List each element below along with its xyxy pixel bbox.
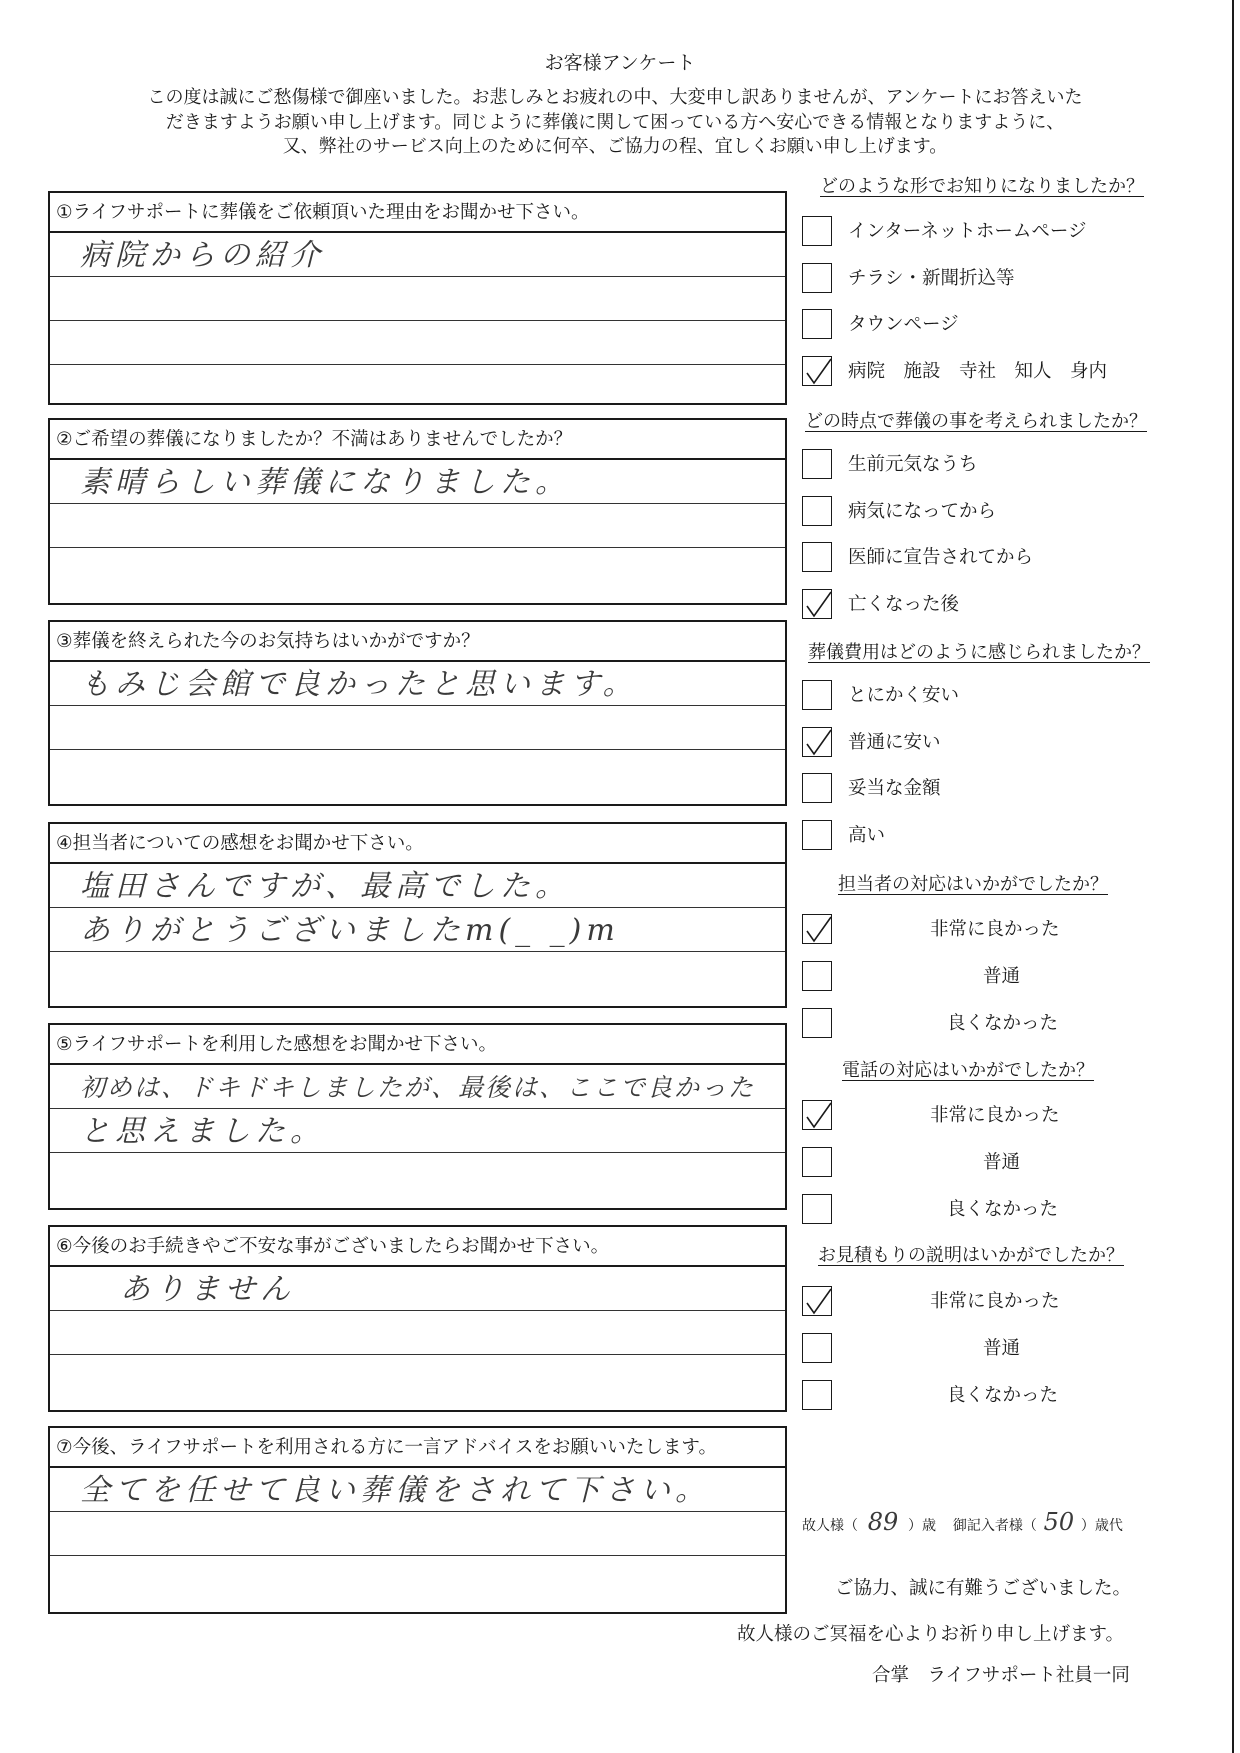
answer-line[interactable]: 初めは、ドキドキしましたが、最後は、ここで良かった xyxy=(50,1065,785,1109)
section-title: 電話の対応はいかがでしたか？ xyxy=(842,1060,1094,1081)
answer-line[interactable] xyxy=(50,1355,785,1399)
checkbox[interactable] xyxy=(802,773,832,803)
answer-line[interactable]: ありがとうございましたm(_ _)m xyxy=(50,908,785,952)
option-row[interactable] xyxy=(802,263,1162,295)
checked-checkbox[interactable] xyxy=(802,589,832,619)
answer-line[interactable] xyxy=(50,1556,785,1600)
option-row[interactable] xyxy=(802,1333,1162,1365)
answer-line[interactable] xyxy=(50,750,785,794)
option-row[interactable] xyxy=(802,1147,1162,1179)
option-label: 非常に良かった xyxy=(930,1105,1060,1126)
answer-line[interactable] xyxy=(50,1153,785,1197)
option-label: 病気になってから xyxy=(848,500,997,522)
answer-line[interactable] xyxy=(50,277,785,321)
option-row[interactable] xyxy=(802,1286,1162,1318)
intro-line: だきますようお願い申し上げます。同じように葬儀に関して困っている方へ安心できる情報となりますように、 xyxy=(165,111,1065,133)
age-row xyxy=(802,1508,1123,1536)
writer-age-label: 御記入者様（ xyxy=(952,1518,1037,1534)
checkbox[interactable] xyxy=(802,680,832,710)
question-6-label: ⑥今後のお手続きやご不安な事がございましたらお聞かせ下さい。 xyxy=(50,1227,785,1267)
option-label: 普通 xyxy=(983,1338,1021,1359)
checkbox[interactable] xyxy=(802,449,832,479)
option-label: インターネットホームページ xyxy=(848,221,1087,242)
survey-title: お客様アンケート xyxy=(544,52,696,74)
option-label: 良くなかった xyxy=(947,1199,1059,1220)
checkbox[interactable] xyxy=(802,263,832,293)
option-row[interactable] xyxy=(802,216,1162,248)
section-title: お見積もりの説明はいかがでしたか？ xyxy=(818,1245,1124,1266)
question-5-box xyxy=(48,1023,787,1210)
answer-line[interactable] xyxy=(50,952,785,996)
option-row[interactable] xyxy=(802,542,1162,574)
option-row[interactable] xyxy=(802,914,1162,946)
thanks-text: ご協力、誠に有難うございました。 xyxy=(835,1578,1132,1599)
checked-checkbox[interactable] xyxy=(802,1286,832,1316)
option-row[interactable] xyxy=(802,961,1162,993)
answer-line[interactable]: ありません xyxy=(50,1267,785,1311)
checkbox[interactable] xyxy=(802,1194,832,1224)
option-label: 生前元気なうち xyxy=(848,454,978,475)
question-1-label: ①ライフサポートに葬儀をご依頼頂いた理由をお聞かせ下さい。 xyxy=(50,193,785,233)
option-row[interactable] xyxy=(802,449,1162,481)
option-label: 良くなかった xyxy=(947,1013,1059,1034)
checkbox[interactable] xyxy=(802,820,832,850)
writer-age-value[interactable]: 50 xyxy=(1043,1508,1075,1536)
option-label: 病院 施設 寺社 知人 身内 xyxy=(848,360,1108,382)
section-title: どの時点で葬儀の事を考えられましたか？ xyxy=(805,411,1147,432)
checkbox[interactable] xyxy=(802,309,832,339)
option-label: 妥当な金額 xyxy=(848,778,941,799)
question-6-box xyxy=(48,1225,787,1412)
checked-checkbox[interactable] xyxy=(802,356,832,386)
question-7-label: ⑦今後、ライフサポートを利用される方に一言アドバイスをお願いいたします。 xyxy=(50,1428,785,1468)
deceased-age-unit: ）歳 xyxy=(908,1518,936,1534)
question-5-label: ⑤ライフサポートを利用した感想をお聞かせ下さい。 xyxy=(50,1025,785,1065)
option-row[interactable] xyxy=(802,1380,1162,1412)
answer-line[interactable] xyxy=(50,504,785,548)
option-row[interactable] xyxy=(802,309,1162,341)
answer-line[interactable] xyxy=(50,1512,785,1556)
option-label: とにかく安い xyxy=(848,685,960,706)
option-label: 医師に宣告されてから xyxy=(848,547,1034,568)
option-label: 亡くなった後 xyxy=(848,593,960,615)
answer-line[interactable] xyxy=(50,548,785,592)
option-label: 高い xyxy=(848,824,886,846)
checkbox[interactable] xyxy=(802,216,832,246)
option-row[interactable] xyxy=(802,496,1162,528)
option-row[interactable] xyxy=(802,680,1162,712)
option-row[interactable] xyxy=(802,820,1162,852)
option-label: 非常に良かった xyxy=(930,1291,1060,1312)
option-row[interactable] xyxy=(802,589,1162,621)
checkbox[interactable] xyxy=(802,1008,832,1038)
question-3-label: ③葬儀を終えられた今のお気持ちはいかがですか？ xyxy=(50,622,785,662)
checkbox[interactable] xyxy=(802,1333,832,1363)
answer-line[interactable] xyxy=(50,1311,785,1355)
question-7-box xyxy=(48,1426,787,1614)
intro-text xyxy=(40,86,1190,160)
option-row[interactable] xyxy=(802,1194,1162,1226)
answer-line[interactable]: もみじ会館で良かったと思います。 xyxy=(50,662,785,706)
checkbox[interactable] xyxy=(802,1380,832,1410)
deceased-age-value[interactable]: 89 xyxy=(867,1508,899,1536)
option-label: 普通 xyxy=(983,1152,1021,1173)
question-3-box xyxy=(48,620,787,806)
section-title: どのような形でお知りになりましたか？ xyxy=(820,176,1144,197)
question-2-label: ②ご希望の葬儀になりましたか？不満はありませんでしたか？ xyxy=(50,420,785,460)
option-label: 普通に安い xyxy=(848,731,941,753)
option-label: チラシ・新聞折込等 xyxy=(848,267,1015,289)
section-title: 担当者の対応はいかがでしたか？ xyxy=(838,874,1108,895)
prayer-text: 故人様のご冥福を心よりお祈り申し上げます。 xyxy=(737,1624,1125,1645)
section-title: 葬儀費用はどのように感じられましたか？ xyxy=(808,642,1150,663)
question-2-box xyxy=(48,418,787,605)
question-4-box xyxy=(48,822,787,1008)
signature-text: 合掌 ライフサポート社員一同 xyxy=(872,1665,1130,1686)
checkbox[interactable] xyxy=(802,542,832,572)
option-label: 普通 xyxy=(983,966,1021,987)
option-label: 良くなかった xyxy=(947,1385,1059,1406)
option-label: タウンページ xyxy=(848,314,959,335)
checkbox[interactable] xyxy=(802,496,832,526)
answer-line[interactable]: 全てを任せて良い葬儀をされて下さい。 xyxy=(50,1468,785,1512)
answer-line[interactable] xyxy=(50,321,785,365)
option-row[interactable] xyxy=(802,727,1162,759)
question-4-label: ④担当者についての感想をお聞かせ下さい。 xyxy=(50,824,785,864)
answer-line[interactable]: 塩田さんですが、最高でした。 xyxy=(50,864,785,908)
option-row[interactable] xyxy=(802,773,1162,805)
writer-age-unit: ）歳代 xyxy=(1080,1518,1123,1534)
answer-line[interactable]: 素晴らしい葬儀になりました。 xyxy=(50,460,785,504)
option-row[interactable] xyxy=(802,1008,1162,1040)
option-row[interactable] xyxy=(802,356,1162,388)
deceased-age-label: 故人様（ xyxy=(802,1518,858,1534)
page-edge-line xyxy=(1232,0,1234,1753)
answer-line[interactable] xyxy=(50,706,785,750)
answer-line[interactable]: と思えました。 xyxy=(50,1109,785,1153)
answer-line[interactable]: 病院からの紹介 xyxy=(50,233,785,277)
answer-line[interactable] xyxy=(50,365,785,405)
checked-checkbox[interactable] xyxy=(802,727,832,757)
checked-checkbox[interactable] xyxy=(802,914,832,944)
checkbox[interactable] xyxy=(802,1147,832,1177)
option-row[interactable] xyxy=(802,1100,1162,1132)
checkbox[interactable] xyxy=(802,961,832,991)
option-label: 非常に良かった xyxy=(930,919,1060,940)
question-1-box xyxy=(48,191,787,405)
checked-checkbox[interactable] xyxy=(802,1100,832,1130)
intro-line: 又、弊社のサービス向上のために何卒、ご協力の程、宜しくお願い申し上げます。 xyxy=(282,136,948,157)
intro-line: この度は誠にご愁傷様で御座いました。お悲しみとお疲れの中、大変申し訳ありませんが、アンケートにお答えいた xyxy=(147,87,1083,108)
